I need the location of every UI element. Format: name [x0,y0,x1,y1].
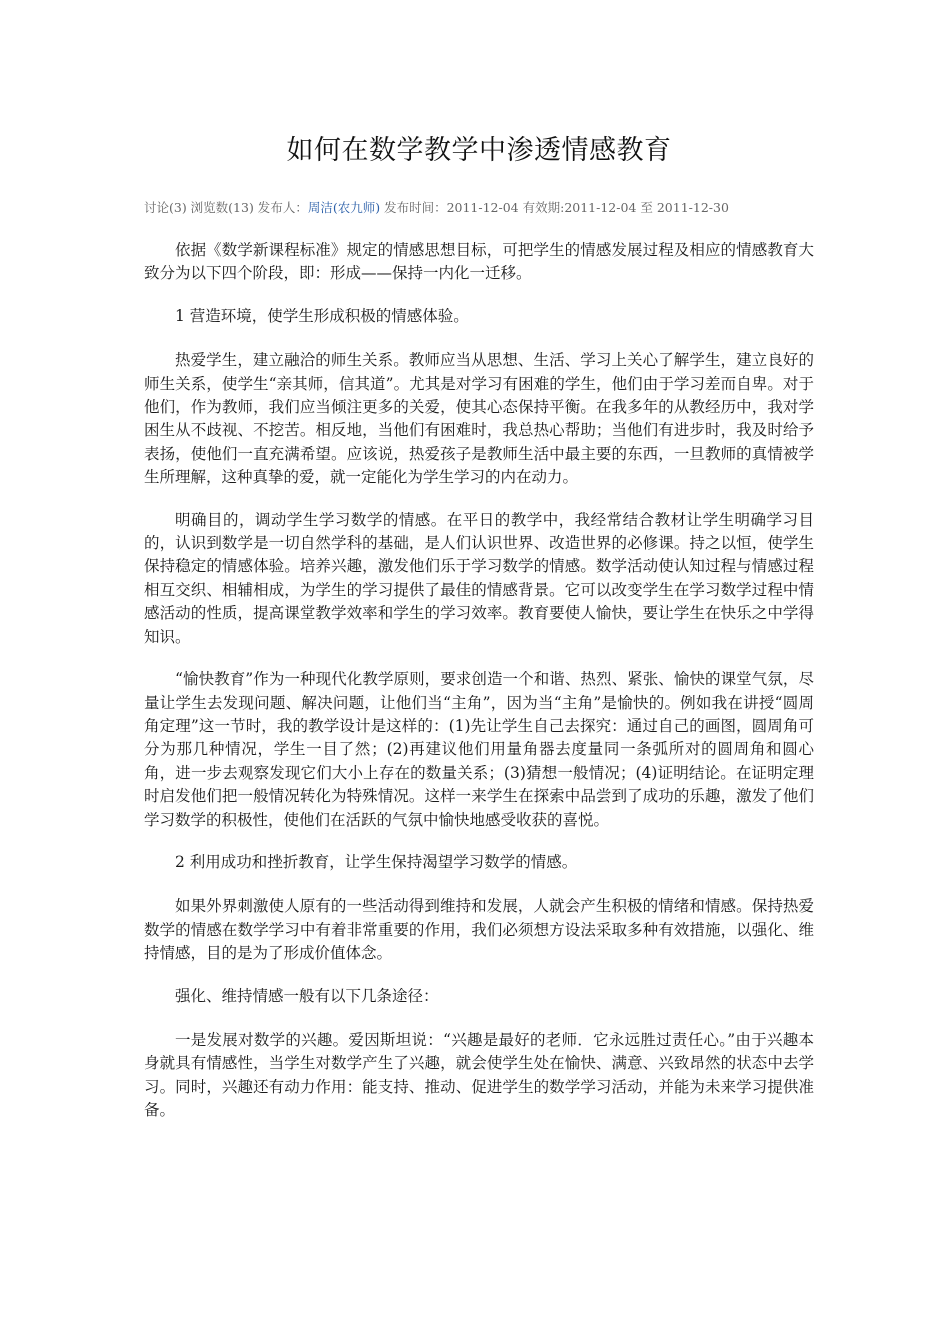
article-body [144,239,814,1123]
paragraph-happy-education: “愉快教育”作为一种现代化教学原则，要求创造一个和谐、热烈、紧张、愉快的课堂气氛，尽量让学生去发现问题、解决问题，让他们当“主角”，因为当“主角”是愉快的。例如我在讲授“圆周角定理”这一节时，我的教学设计是这样的：(1)先让学生自己去探究：通过自己的画图，圆周角可分为那几种情况，学生一目了然；(2)再建议他们用量角器去度量同一条弧所对的圆周角和圆心角，进一步去观察发现它们大小上存在的数量关系；(3)猜想一般情况；(4)证明结论。在证明定理时启发他们把一般情况转化为特殊情况。这样一来学生在探索中品尝到了成功的乐趣，激发了他们学习数学的积极性，使他们在活跃的气氛中愉快地感受收获的喜悦。 [144,670,814,829]
section-heading-1: 1 营造环境，使学生形成积极的情感体验。 [175,306,469,325]
paragraph-intro: 依据《数学新课程标准》规定的情感思想目标，可把学生的情感发展过程及相应的情感教育大致分为以下四个阶段，即：形成——保持一内化一迁移。 [144,241,814,283]
paragraph-clear-goals: 明确目的，调动学生学习数学的情感。在平日的教学中，我经常结合教材让学生明确学习目的，认识到数学是一切自然学科的基础，是人们认识世界、改造世界的必修课。持之以恒，使学生保持稳定的情感体验。培养兴趣，激发他们乐于学习数学的情感。数学活动使认知过程与情感过程相互交织、相辅相成，为学生的学习提供了最佳的情感背景。它可以改变学生在学习数学过程中情感活动的性质，提高课堂教学效率和学生的学习效率。教育要使人愉快，要让学生在快乐之中学得知识。 [144,510,814,646]
article-page [144,0,814,1142]
meta-dates: 发布时间：2011-12-04 有效期:2011-12-04 至 2011-12-30 [380,200,729,215]
article-meta [144,199,814,217]
paragraph-love-students: 热爱学生，建立融洽的师生关系。教师应当从思想、生活、学习上关心了解学生，建立良好的师生关系，使学生“亲其师，信其道”。尤其是对学习有困难的学生，他们由于学习差而自卑。对于他们，作为教师，我们应当倾注更多的关爱，使其心态保持平衡。在我多年的从教经历中，我对学困生从不歧视、不挖苦。相反地，当他们有困难时，我总热心帮助；当他们有进步时，我及时给予表扬，使他们一直充满希望。应该说，热爱孩子是教师生活中最主要的东西，一旦教师的真情被学生所理解，这种真挚的爱，就一定能化为学生学习的内在动力。 [144,351,814,487]
article-title: 如何在数学教学中渗透情感教育 [286,135,672,166]
author-link[interactable]: 周洁(农九师) [307,200,381,215]
section-heading-2: 2 利用成功和挫折教育，让学生保持渴望学习数学的情感。 [175,852,578,871]
paragraph-interest: 一是发展对数学的兴趣。爱因斯坦说：“兴趣是最好的老师．它永远胜过责任心。”由于兴趣本身就具有情感性，当学生对数学产生了兴趣，就会使学生处在愉快、满意、兴致昂然的状态中去学习。同时，兴趣还有动力作用：能支持、推动、促进学生的数学学习活动，并能为未来学习提供准备。 [144,1030,814,1120]
meta-stats: 讨论(3) 浏览数(13) 发布人： [144,200,308,215]
paragraph-external-stimuli: 如果外界刺激使人原有的一些活动得到维持和发展，人就会产生积极的情绪和情感。保持热爱数学的情感在数学学习中有着非常重要的作用，我们必须想方设法采取多种有效措施，以强化、维持情感，目的是为了形成价值体念。 [144,897,814,963]
paragraph-ways: 强化、维持情感一般有以下几条途径： [175,986,439,1005]
